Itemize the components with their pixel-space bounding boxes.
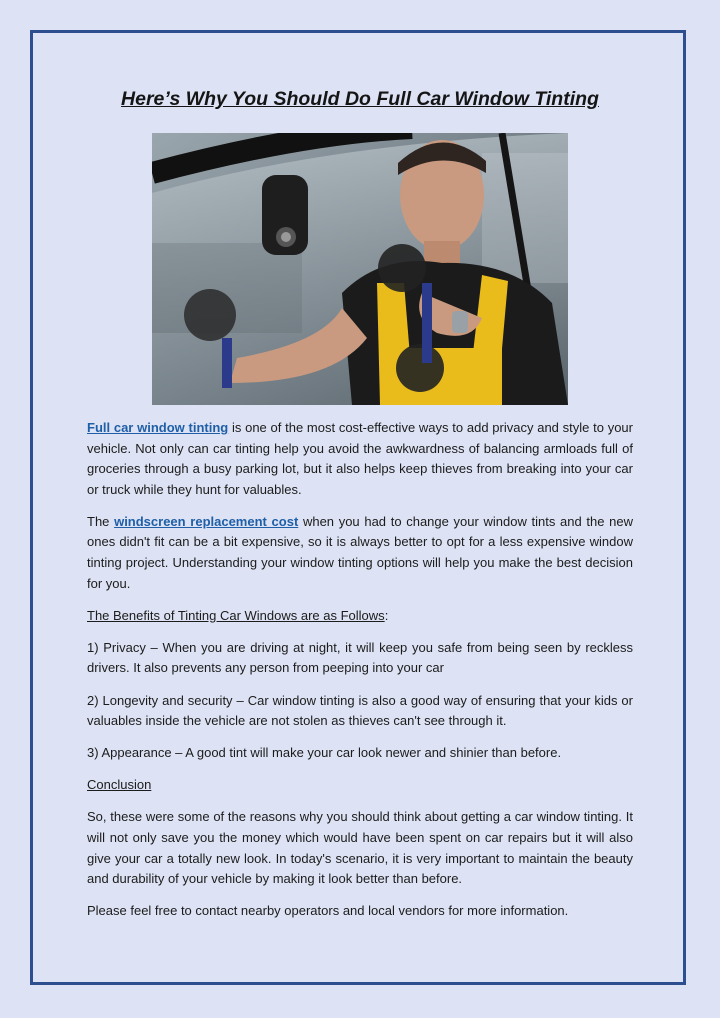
windscreen-replacement-cost-link[interactable]: windscreen replacement cost xyxy=(114,513,299,529)
benefits-heading: The Benefits of Tinting Car Windows are as Follows xyxy=(87,607,385,623)
benefit-privacy: 1) Privacy – When you are driving at night, it will keep you safe from being seen by reckless drivers. It also prevents any person from peeping into your car xyxy=(87,639,633,676)
closing-paragraph: Please feel free to contact nearby operators and local vendors for more information. xyxy=(87,903,569,919)
cost-paragraph xyxy=(87,512,633,594)
conclusion-heading-line xyxy=(87,775,633,796)
benefits-colon: : xyxy=(384,607,389,623)
conclusion-paragraph: So, these were some of the reasons why you should think about getting a car window tinting. It will not only save you the money which would have been spent on car repairs but it will also give your car a totally new look. In today's scenario, it is very important to maintain the beauty and durability of your vehicle by making it look better than before. xyxy=(87,809,633,887)
intro-text: is one of the most cost-effective ways to add privacy and style to your vehicle. Not only can car tinting help you avoid the awkwardness of balancing armloads full of groceries through a busy parking lot, but it also helps keep thieves from breaking into your car or truck while they hunt for valuables. xyxy=(87,420,633,497)
benefit-appearance: 3) Appearance – A good tint will make your car look newer and shinier than before. xyxy=(87,745,562,761)
benefits-heading-line xyxy=(87,606,633,627)
intro-paragraph xyxy=(87,418,633,500)
article-body xyxy=(87,418,633,933)
cost-text-before: The xyxy=(87,513,115,529)
conclusion-heading: Conclusion xyxy=(87,777,152,793)
cost-text-after: when you had to change your window tints and the new ones didn't fit can be a bit expensive, so it is always better to opt for a less expensive window tinting project. Understanding your window tinting options will help you make the best decision for you. xyxy=(87,513,634,591)
technician-photo xyxy=(152,133,568,405)
full-car-window-tinting-link[interactable]: Full car window tinting xyxy=(87,420,229,435)
benefit-longevity: 2) Longevity and security – Car window tinting is also a good way of ensuring that your kids or valuables inside the vehicle are not stolen as thieves can't see through it. xyxy=(87,692,633,729)
page-title: Here’s Why You Should Do Full Car Window Tinting xyxy=(121,88,599,110)
